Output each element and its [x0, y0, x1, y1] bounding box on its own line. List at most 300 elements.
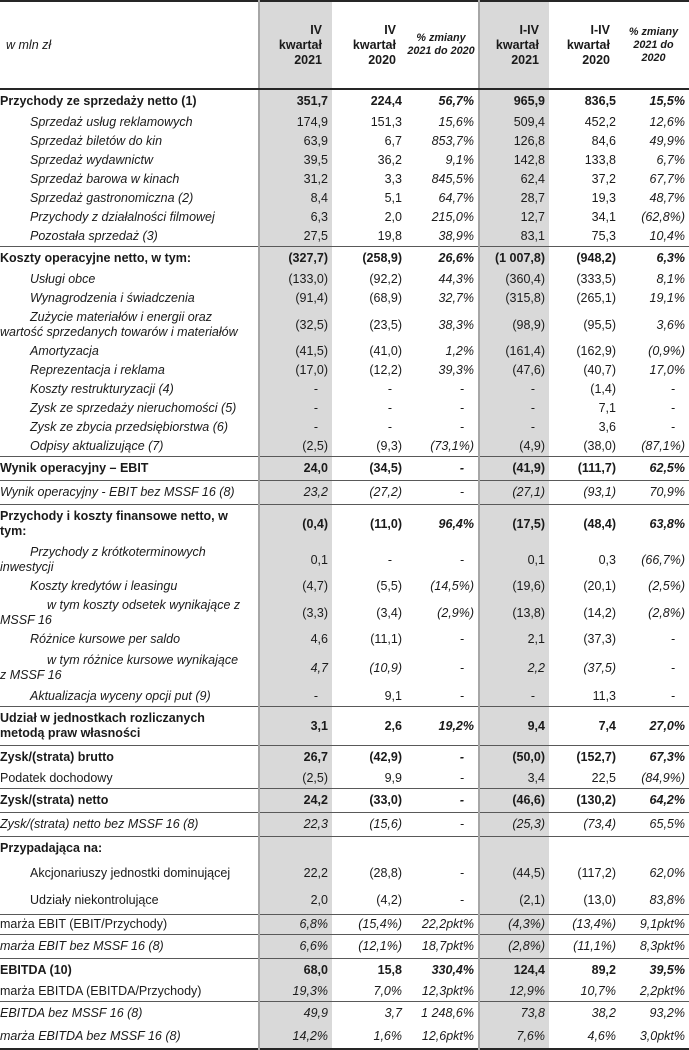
table-row	[0, 982, 689, 1002]
value-cell: (20,1)	[583, 579, 616, 593]
value-cell: (68,9)	[369, 291, 402, 305]
column-header: IV kwartał 2020	[332, 1, 406, 89]
value-cell: 151,3	[370, 115, 402, 129]
value-cell: (62,8%)	[641, 210, 685, 224]
value-cell: (93,1)	[549, 481, 620, 505]
table-row	[0, 418, 689, 437]
value-cell: (4,7)	[259, 577, 332, 596]
value-cell: 9,9	[384, 771, 402, 785]
row-label: Przychody z krótkoterminowych inwestycji	[0, 545, 206, 574]
value-cell: 48,7%	[649, 191, 685, 205]
value-cell: 2,1	[479, 630, 549, 649]
row-label: marża EBITDA bez MSSF 16 (8)	[0, 1029, 181, 1043]
table-row	[0, 649, 689, 687]
value-cell: -	[479, 687, 549, 707]
row-label: Sprzedaż usług reklamowych	[30, 115, 193, 129]
table-row	[0, 813, 689, 837]
column-header: % zmiany 2021 do 2020	[406, 1, 479, 89]
value-cell: 70,9%	[620, 481, 689, 505]
table-row	[0, 577, 689, 596]
value-cell: 96,4%	[406, 505, 479, 544]
table-row	[0, 596, 689, 630]
value-cell: 67,7%	[649, 172, 685, 186]
value-cell: (133,0)	[259, 270, 332, 289]
value-cell: 84,6	[591, 134, 616, 148]
table-row	[0, 769, 689, 789]
value-cell: (66,7%)	[641, 552, 685, 567]
value-cell: -	[259, 380, 332, 399]
row-label: w tym różnice kursowe wynikające z MSSF 16	[0, 653, 239, 682]
value-cell: 19,2%	[406, 707, 479, 746]
value-cell: 6,8%	[259, 915, 332, 935]
row-label: Pozostała sprzedaż (3)	[30, 229, 158, 243]
value-cell	[406, 837, 479, 861]
value-cell: 6,6%	[259, 935, 332, 959]
value-cell: 22,2pkt%	[406, 915, 479, 935]
value-cell: 62,4	[479, 170, 549, 189]
value-cell: -	[670, 660, 675, 675]
table-row	[0, 170, 689, 189]
value-cell: 0,1	[259, 543, 332, 577]
value-cell: -	[459, 771, 464, 785]
value-cell: 3,6	[598, 420, 616, 434]
row-label: Zysk/(strata) netto bez MSSF 16 (8)	[0, 813, 259, 837]
value-cell: 23,2	[259, 481, 332, 505]
value-cell: (10,9)	[369, 660, 402, 675]
value-cell: (2,8%)	[648, 605, 685, 620]
value-cell: (0,9%)	[648, 344, 685, 358]
value-cell: 6,3	[259, 208, 332, 227]
value-cell: (12,2)	[369, 363, 402, 377]
value-cell: (2,8%)	[479, 935, 549, 959]
value-cell: 67,3%	[620, 746, 689, 770]
value-cell: 9,1	[384, 689, 402, 703]
value-cell: (5,5)	[376, 579, 402, 593]
value-cell: -	[459, 893, 464, 907]
value-cell: 124,4	[479, 959, 549, 983]
value-cell: 126,8	[479, 132, 549, 151]
value-cell: 4,6	[259, 630, 332, 649]
value-cell: 12,6%	[649, 115, 685, 129]
row-label: Przychody z działalności filmowej	[30, 210, 215, 224]
value-cell: -	[387, 382, 392, 396]
value-cell: -	[387, 552, 392, 567]
value-cell: 0,3	[598, 552, 616, 567]
value-cell: 7,0%	[373, 984, 402, 998]
table-row	[0, 505, 689, 544]
value-cell: 12,3pkt%	[421, 984, 474, 998]
value-cell: 6,3%	[620, 247, 689, 271]
value-cell: 19,1%	[649, 291, 685, 305]
table-row	[0, 1025, 689, 1049]
value-cell: 1 248,6%	[406, 1002, 479, 1026]
value-cell: (95,5)	[583, 317, 616, 332]
value-cell: (3,3)	[259, 596, 332, 630]
value-cell: (11,0)	[332, 505, 406, 544]
value-cell: (73,4)	[549, 813, 620, 837]
value-cell: 31,2	[259, 170, 332, 189]
row-label: Zysk ze sprzedaży nieruchomości (5)	[30, 401, 237, 415]
value-cell: (265,1)	[576, 291, 616, 305]
table-row	[0, 113, 689, 132]
value-cell: 2,6	[332, 707, 406, 746]
value-cell: -	[459, 552, 464, 567]
value-cell: (2,5)	[259, 769, 332, 789]
value-cell: 1,6%	[373, 1029, 402, 1043]
value-cell: (948,2)	[549, 247, 620, 271]
value-cell: 93,2%	[620, 1002, 689, 1026]
value-cell: (73,1%)	[430, 439, 474, 453]
row-label: Aktualizacja wyceny opcji put (9)	[30, 689, 211, 703]
value-cell: 19,8	[377, 229, 402, 243]
value-cell: 18,7pkt%	[406, 935, 479, 959]
value-cell: -	[459, 401, 464, 415]
row-label: Podatek dochodowy	[0, 771, 113, 785]
value-cell: 39,3%	[438, 363, 474, 377]
value-cell: 44,3%	[438, 272, 474, 286]
row-label: Odpisy aktualizujące (7)	[30, 439, 164, 453]
value-cell: (33,0)	[332, 789, 406, 813]
row-label: Sprzedaż wydawnictw	[30, 153, 153, 167]
table-row	[0, 860, 689, 887]
row-label: EBITDA (10)	[0, 959, 259, 983]
value-cell: 83,1	[479, 227, 549, 247]
value-cell: (1,4)	[590, 382, 616, 396]
table-row	[0, 887, 689, 915]
value-cell: 853,7%	[431, 134, 474, 148]
value-cell: 6,7%	[656, 153, 685, 167]
value-cell: 142,8	[479, 151, 549, 170]
value-cell: 27,0%	[620, 707, 689, 746]
table-row	[0, 746, 689, 770]
value-cell: 4,6%	[587, 1029, 616, 1043]
value-cell: 17,0%	[649, 363, 685, 377]
value-cell: 3,1	[259, 707, 332, 746]
value-cell: (37,3)	[583, 632, 616, 646]
table-row	[0, 247, 689, 271]
value-cell: 24,2	[259, 789, 332, 813]
value-cell: (15,4%)	[332, 915, 406, 935]
value-cell: -	[459, 632, 464, 646]
value-cell: (4,3%)	[479, 915, 549, 935]
table-row	[0, 707, 689, 746]
value-cell: 68,0	[259, 959, 332, 983]
row-label: marża EBITDA (EBITDA/Przychody)	[0, 984, 202, 998]
table-row	[0, 89, 689, 113]
value-cell: 9,4	[479, 707, 549, 746]
value-cell: 3,4	[479, 769, 549, 789]
value-cell: (3,4)	[376, 605, 402, 620]
value-cell: 12,7	[479, 208, 549, 227]
column-header: % zmiany 2021 do 2020	[620, 1, 689, 89]
value-cell: 38,3%	[438, 317, 474, 332]
value-cell: (50,0)	[479, 746, 549, 770]
table-row	[0, 342, 689, 361]
value-cell: 9,1pkt%	[620, 915, 689, 935]
value-cell: 38,2	[549, 1002, 620, 1026]
value-cell: -	[387, 420, 392, 434]
row-label: Wynik operacyjny – EBIT	[0, 457, 259, 481]
value-cell: 83,8%	[649, 893, 685, 907]
value-cell: 351,7	[259, 89, 332, 113]
value-cell: 7,1	[598, 401, 616, 415]
value-cell: 36,2	[377, 153, 402, 167]
table-row	[0, 457, 689, 481]
value-cell: 9,1%	[445, 153, 474, 167]
value-cell: (117,2)	[577, 866, 616, 880]
value-cell: 39,5	[259, 151, 332, 170]
value-cell: 63,8%	[620, 505, 689, 544]
value-cell: 49,9%	[649, 134, 685, 148]
value-cell: -	[670, 420, 675, 434]
row-label: Sprzedaż biletów do kin	[30, 134, 163, 148]
table-row	[0, 915, 689, 935]
value-cell: (1 007,8)	[479, 247, 549, 271]
value-cell: (111,7)	[549, 457, 620, 481]
value-cell: -	[259, 687, 332, 707]
table-row	[0, 227, 689, 247]
value-cell: 19,3	[591, 191, 616, 205]
value-cell	[479, 837, 549, 861]
value-cell: (27,2)	[332, 481, 406, 505]
row-label: Usługi obce	[30, 272, 96, 286]
table-row	[0, 399, 689, 418]
table-row	[0, 380, 689, 399]
table-row	[0, 189, 689, 208]
value-cell: (13,4%)	[549, 915, 620, 935]
value-cell: (47,6)	[479, 361, 549, 380]
value-cell: 75,3	[591, 229, 616, 243]
value-cell: 224,4	[370, 94, 402, 108]
row-label: Koszty operacyjne netto, w tym:	[0, 247, 259, 271]
value-cell: 5,1	[384, 191, 402, 205]
row-label: Koszty restrukturyzacji (4)	[30, 382, 174, 396]
value-cell: 845,5%	[431, 172, 474, 186]
value-cell: (14,5%)	[430, 579, 474, 593]
value-cell: (46,6)	[479, 789, 549, 813]
value-cell: (91,4)	[259, 289, 332, 308]
value-cell: 49,9	[259, 1002, 332, 1026]
value-cell: (4,2)	[376, 893, 402, 907]
row-label: Zysk ze zbycia przedsiębiorstwa (6)	[30, 420, 228, 434]
value-cell: (14,2)	[583, 605, 616, 620]
value-cell: 62,0%	[649, 866, 685, 880]
value-cell: -	[670, 689, 675, 703]
value-cell: 89,2	[549, 959, 620, 983]
value-cell: (152,7)	[549, 746, 620, 770]
table-row	[0, 959, 689, 983]
value-cell: 4,7	[259, 649, 332, 687]
value-cell: -	[259, 399, 332, 418]
value-cell: (9,3)	[376, 439, 402, 453]
table-header	[0, 1, 689, 89]
row-label: Przypadająca na:	[0, 837, 259, 861]
value-cell: (23,5)	[369, 317, 402, 332]
table-row	[0, 837, 689, 861]
table-row	[0, 543, 689, 577]
value-cell: (87,1%)	[641, 439, 685, 453]
table-row	[0, 308, 689, 342]
value-cell: 26,7	[259, 746, 332, 770]
value-cell: (41,0)	[369, 344, 402, 358]
value-cell: -	[459, 382, 464, 396]
value-cell: 965,9	[479, 89, 549, 113]
value-cell: 62,5%	[620, 457, 689, 481]
value-cell: (28,8)	[369, 866, 402, 880]
value-cell: 3,3	[384, 172, 402, 186]
value-cell: 32,7%	[438, 291, 474, 305]
value-cell: 24,0	[259, 457, 332, 481]
value-cell: 22,3	[259, 813, 332, 837]
value-cell: (2,5%)	[648, 579, 685, 593]
value-cell: (13,8)	[479, 596, 549, 630]
value-cell: -	[406, 746, 479, 770]
value-cell: 8,1%	[656, 272, 685, 286]
value-cell: -	[387, 401, 392, 415]
header-row	[0, 1, 689, 89]
value-cell: (162,9)	[576, 344, 616, 358]
row-label: Zysk/(strata) netto	[0, 789, 259, 813]
value-cell: 63,9	[259, 132, 332, 151]
column-header: IV kwartał 2021	[259, 1, 332, 89]
value-cell: 37,2	[591, 172, 616, 186]
value-cell: 38,9%	[438, 229, 474, 243]
value-cell: 6,7	[384, 134, 402, 148]
row-label: Udziały niekontrolujące	[30, 893, 159, 907]
value-cell: 65,5%	[620, 813, 689, 837]
value-cell: 15,5%	[649, 94, 685, 108]
value-cell: (48,4)	[549, 505, 620, 544]
value-cell: (315,8)	[479, 289, 549, 308]
value-cell: 28,7	[479, 189, 549, 208]
table-row	[0, 132, 689, 151]
value-cell: -	[479, 380, 549, 399]
value-cell: -	[459, 420, 464, 434]
value-cell: 39,5%	[620, 959, 689, 983]
value-cell	[549, 837, 620, 861]
value-cell: (12,1%)	[332, 935, 406, 959]
value-cell: -	[406, 457, 479, 481]
value-cell: (98,9)	[479, 308, 549, 342]
value-cell: -	[670, 632, 675, 646]
value-cell: (333,5)	[576, 272, 616, 286]
value-cell: 56,7%	[438, 94, 474, 108]
value-cell: 330,4%	[406, 959, 479, 983]
value-cell: (37,5)	[583, 660, 616, 675]
table-row	[0, 208, 689, 227]
value-cell: 64,7%	[438, 191, 474, 205]
table-row	[0, 437, 689, 457]
value-cell: (84,9%)	[641, 771, 685, 785]
value-cell: (27,1)	[479, 481, 549, 505]
value-cell: (0,4)	[259, 505, 332, 544]
value-cell: -	[479, 418, 549, 437]
value-cell: (17,0)	[259, 361, 332, 380]
value-cell	[332, 837, 406, 861]
value-cell: 509,4	[479, 113, 549, 132]
value-cell: 0,1	[479, 543, 549, 577]
value-cell: 174,9	[259, 113, 332, 132]
value-cell: (40,7)	[583, 363, 616, 377]
row-label: Przychody i koszty finansowe netto, w tym:	[0, 505, 259, 544]
value-cell: -	[459, 689, 464, 703]
value-cell: 15,6%	[438, 115, 474, 129]
value-cell: 14,2%	[259, 1025, 332, 1049]
table-row	[0, 687, 689, 707]
row-label: marża EBIT bez MSSF 16 (8)	[0, 935, 259, 959]
row-label: Przychody ze sprzedaży netto (1)	[0, 94, 197, 108]
row-label: Zysk/(strata) brutto	[0, 746, 259, 770]
row-label: w tym koszty odsetek wynikające z MSSF 16	[0, 598, 241, 627]
row-label: Zużycie materiałów i energii oraz wartość sprzedanych towarów i materiałów	[0, 310, 238, 339]
value-cell: (2,5)	[259, 437, 332, 457]
value-cell: (360,4)	[479, 270, 549, 289]
value-cell: 22,2	[259, 860, 332, 887]
value-cell: (4,9)	[479, 437, 549, 457]
value-cell: -	[459, 866, 464, 880]
unit-label: w mln zł	[0, 1, 259, 89]
value-cell: (32,5)	[259, 308, 332, 342]
value-cell: 11,3	[592, 689, 616, 703]
value-cell: 10,4%	[649, 229, 685, 243]
row-label: Wynik operacyjny - EBIT bez MSSF 16 (8)	[0, 481, 259, 505]
value-cell: (327,7)	[259, 247, 332, 271]
value-cell: 12,9%	[479, 982, 549, 1002]
value-cell: (11,1%)	[549, 935, 620, 959]
value-cell: 64,2%	[620, 789, 689, 813]
row-label: Koszty kredytów i leasingu	[30, 579, 178, 593]
value-cell: 10,7%	[580, 984, 616, 998]
value-cell	[620, 837, 689, 861]
row-label: Różnice kursowe per saldo	[30, 632, 181, 646]
table-row	[0, 151, 689, 170]
value-cell: 27,5	[259, 227, 332, 247]
value-cell: 12,6pkt%	[421, 1029, 474, 1043]
value-cell: 3,7	[332, 1002, 406, 1026]
value-cell: (34,5)	[332, 457, 406, 481]
value-cell: (2,9%)	[437, 605, 474, 620]
value-cell: 8,3pkt%	[620, 935, 689, 959]
value-cell: (17,5)	[479, 505, 549, 544]
row-label: Wynagrodzenia i świadczenia	[30, 291, 195, 305]
value-cell: -	[670, 382, 675, 396]
table-row	[0, 481, 689, 505]
value-cell: 26,6%	[406, 247, 479, 271]
value-cell: 15,8	[332, 959, 406, 983]
value-cell: 452,2	[584, 115, 616, 129]
table-row	[0, 1002, 689, 1026]
table-body	[0, 89, 689, 1049]
value-cell: 215,0%	[431, 210, 474, 224]
value-cell: -	[479, 399, 549, 418]
value-cell: (130,2)	[549, 789, 620, 813]
row-label: marża EBIT (EBIT/Przychody)	[0, 915, 259, 935]
value-cell: (19,6)	[479, 577, 549, 596]
table-row	[0, 789, 689, 813]
value-cell: (2,1)	[479, 887, 549, 915]
value-cell: -	[406, 789, 479, 813]
value-cell: -	[459, 660, 464, 675]
value-cell: -	[670, 401, 675, 415]
value-cell: 22,5	[591, 771, 616, 785]
value-cell: 8,4	[259, 189, 332, 208]
value-cell: 1,2%	[445, 344, 474, 358]
value-cell: 3,6%	[656, 317, 685, 332]
value-cell: 7,4	[549, 707, 620, 746]
value-cell: 34,1	[591, 210, 616, 224]
row-label: Sprzedaż barowa w kinach	[30, 172, 180, 186]
row-label: Amortyzacja	[30, 344, 99, 358]
